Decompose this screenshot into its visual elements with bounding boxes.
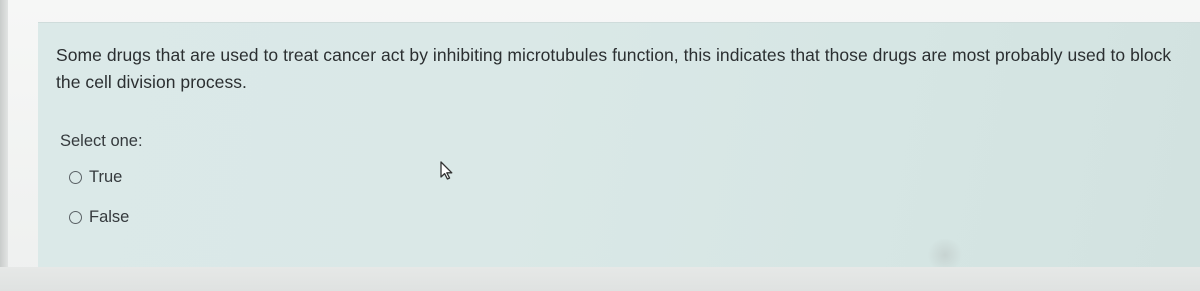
- radio-circle-icon[interactable]: [69, 171, 82, 184]
- option-true-label: True: [89, 168, 123, 186]
- option-false-label: False: [89, 208, 130, 226]
- option-false[interactable]: [69, 208, 129, 227]
- question-text: Some drugs that are used to treat cancer act by inhibiting microtubules function, this indicates that those drugs are most probably used to block the cell division process.: [56, 45, 1172, 92]
- select-one-prompt: Select one:: [60, 132, 143, 150]
- window-left-edge: [0, 0, 8, 291]
- mouse-pointer-icon: [436, 160, 456, 180]
- radio-circle-icon[interactable]: [69, 211, 82, 224]
- question-card: [38, 22, 1200, 268]
- page-bottom-area: [0, 267, 1200, 291]
- option-true[interactable]: [69, 168, 122, 187]
